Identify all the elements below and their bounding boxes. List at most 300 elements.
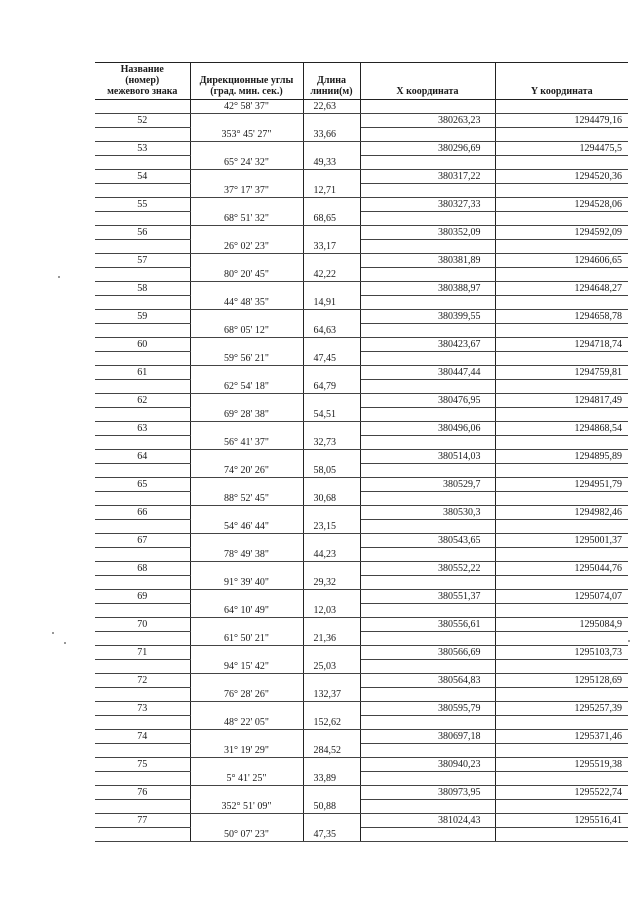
header-line: Название	[120, 64, 164, 75]
cell-point-name	[95, 100, 190, 114]
cell-point-name: 58	[95, 282, 190, 296]
cell-length: 23,15	[303, 520, 360, 534]
cell-x-coordinate	[360, 240, 495, 254]
cell-bearing	[190, 366, 303, 380]
cell-x-coordinate	[360, 492, 495, 506]
cell-length	[303, 702, 360, 716]
cell-point-name: 64	[95, 450, 190, 464]
segment-row	[95, 324, 628, 338]
cell-point-name: 67	[95, 534, 190, 548]
segment-row	[95, 184, 628, 198]
header-line: линии(м)	[310, 86, 353, 97]
segment-row	[95, 716, 628, 730]
segment-row	[95, 520, 628, 534]
cell-y-coordinate	[495, 688, 628, 702]
cell-x-coordinate	[360, 520, 495, 534]
cell-bearing: 88° 52' 45"	[190, 492, 303, 506]
header-bearing	[190, 63, 303, 100]
cell-length: 33,66	[303, 128, 360, 142]
cell-bearing	[190, 310, 303, 324]
cell-point-name: 62	[95, 394, 190, 408]
cell-x-coordinate	[360, 548, 495, 562]
cell-y-coordinate: 1295084,9	[495, 618, 628, 632]
cell-bearing	[190, 142, 303, 156]
cell-y-coordinate: 1294718,74	[495, 338, 628, 352]
cell-bearing: 26° 02' 23"	[190, 240, 303, 254]
cell-length: 47,45	[303, 352, 360, 366]
cell-length	[303, 282, 360, 296]
segment-row	[95, 212, 628, 226]
point-row	[95, 198, 628, 212]
cell-bearing	[190, 590, 303, 604]
cell-bearing	[190, 282, 303, 296]
segment-row	[95, 100, 628, 114]
cell-point-name	[95, 296, 190, 310]
cell-y-coordinate	[495, 436, 628, 450]
cell-point-name: 63	[95, 422, 190, 436]
segment-row	[95, 296, 628, 310]
cell-bearing: 59° 56' 21"	[190, 352, 303, 366]
cell-bearing: 76° 28' 26"	[190, 688, 303, 702]
cell-bearing: 352° 51' 09"	[190, 800, 303, 814]
cell-y-coordinate	[495, 800, 628, 814]
boundary-coordinates-table	[95, 62, 628, 842]
cell-x-coordinate	[360, 828, 495, 842]
cell-point-name	[95, 408, 190, 422]
cell-point-name: 71	[95, 646, 190, 660]
cell-length	[303, 478, 360, 492]
cell-y-coordinate: 1295001,37	[495, 534, 628, 548]
point-row	[95, 338, 628, 352]
point-row	[95, 478, 628, 492]
segment-row	[95, 380, 628, 394]
cell-bearing: 37° 17' 37"	[190, 184, 303, 198]
cell-bearing: 42° 58' 37"	[190, 100, 303, 114]
cell-x-coordinate	[360, 632, 495, 646]
cell-x-coordinate	[360, 268, 495, 282]
cell-x-coordinate	[360, 800, 495, 814]
cell-bearing	[190, 394, 303, 408]
point-row	[95, 114, 628, 128]
cell-y-coordinate: 1294951,79	[495, 478, 628, 492]
cell-bearing	[190, 674, 303, 688]
cell-x-coordinate	[360, 576, 495, 590]
header-y-coordinate: Y координата	[495, 63, 628, 100]
scan-speck	[52, 632, 54, 634]
cell-length: 64,79	[303, 380, 360, 394]
cell-y-coordinate: 1294479,16	[495, 114, 628, 128]
cell-point-name: 61	[95, 366, 190, 380]
point-row	[95, 422, 628, 436]
cell-y-coordinate: 1294658,78	[495, 310, 628, 324]
cell-x-coordinate: 380556,61	[360, 618, 495, 632]
cell-length: 44,23	[303, 548, 360, 562]
cell-point-name: 68	[95, 562, 190, 576]
cell-y-coordinate	[495, 408, 628, 422]
cell-point-name	[95, 128, 190, 142]
header-line: межевого знака	[107, 86, 178, 97]
cell-point-name	[95, 576, 190, 590]
cell-point-name: 59	[95, 310, 190, 324]
cell-length: 12,03	[303, 604, 360, 618]
scan-speck	[64, 642, 66, 644]
cell-length: 42,22	[303, 268, 360, 282]
cell-x-coordinate: 380399,55	[360, 310, 495, 324]
cell-y-coordinate: 1295257,39	[495, 702, 628, 716]
segment-row	[95, 604, 628, 618]
cell-bearing	[190, 618, 303, 632]
cell-x-coordinate	[360, 296, 495, 310]
cell-length	[303, 646, 360, 660]
cell-x-coordinate	[360, 436, 495, 450]
cell-y-coordinate: 1295371,46	[495, 730, 628, 744]
cell-y-coordinate: 1295044,76	[495, 562, 628, 576]
cell-length	[303, 534, 360, 548]
cell-length: 152,62	[303, 716, 360, 730]
cell-x-coordinate: 380595,79	[360, 702, 495, 716]
cell-y-coordinate: 1294606,65	[495, 254, 628, 268]
cell-point-name	[95, 828, 190, 842]
cell-y-coordinate: 1294520,36	[495, 170, 628, 184]
point-row	[95, 646, 628, 660]
cell-point-name: 66	[95, 506, 190, 520]
cell-length	[303, 394, 360, 408]
cell-bearing	[190, 730, 303, 744]
point-row	[95, 786, 628, 800]
point-row	[95, 562, 628, 576]
cell-point-name	[95, 212, 190, 226]
cell-bearing: 80° 20' 45"	[190, 268, 303, 282]
cell-x-coordinate: 381024,43	[360, 814, 495, 828]
cell-x-coordinate	[360, 212, 495, 226]
segment-row	[95, 268, 628, 282]
cell-length: 68,65	[303, 212, 360, 226]
cell-x-coordinate	[360, 688, 495, 702]
cell-length	[303, 142, 360, 156]
cell-y-coordinate	[495, 100, 628, 114]
cell-length	[303, 590, 360, 604]
segment-row	[95, 156, 628, 170]
table-header-row	[95, 63, 628, 100]
cell-bearing: 68° 51' 32"	[190, 212, 303, 226]
cell-length: 25,03	[303, 660, 360, 674]
cell-length	[303, 562, 360, 576]
cell-bearing	[190, 758, 303, 772]
point-row	[95, 170, 628, 184]
cell-x-coordinate	[360, 464, 495, 478]
segment-row	[95, 464, 628, 478]
point-row	[95, 590, 628, 604]
cell-bearing: 353° 45' 27"	[190, 128, 303, 142]
cell-bearing: 56° 41' 37"	[190, 436, 303, 450]
cell-length: 14,91	[303, 296, 360, 310]
cell-y-coordinate: 1295103,73	[495, 646, 628, 660]
cell-point-name	[95, 492, 190, 506]
cell-length	[303, 338, 360, 352]
cell-length: 132,37	[303, 688, 360, 702]
cell-length: 33,17	[303, 240, 360, 254]
cell-point-name: 52	[95, 114, 190, 128]
cell-bearing	[190, 814, 303, 828]
header-line: Длина	[316, 75, 346, 86]
cell-length	[303, 114, 360, 128]
cell-y-coordinate	[495, 156, 628, 170]
cell-point-name	[95, 240, 190, 254]
point-row	[95, 534, 628, 548]
cell-point-name: 73	[95, 702, 190, 716]
cell-point-name	[95, 604, 190, 618]
header-line: Дирекционные углы	[199, 75, 294, 86]
table-body	[95, 100, 628, 842]
cell-y-coordinate	[495, 212, 628, 226]
point-row	[95, 618, 628, 632]
cell-point-name: 54	[95, 170, 190, 184]
point-row	[95, 674, 628, 688]
cell-x-coordinate: 380543,65	[360, 534, 495, 548]
segment-row	[95, 688, 628, 702]
cell-bearing: 74° 20' 26"	[190, 464, 303, 478]
cell-y-coordinate: 1294528,06	[495, 198, 628, 212]
cell-length: 21,36	[303, 632, 360, 646]
cell-x-coordinate: 380381,89	[360, 254, 495, 268]
point-row	[95, 254, 628, 268]
cell-y-coordinate: 1294759,81	[495, 366, 628, 380]
cell-bearing	[190, 786, 303, 800]
cell-point-name: 69	[95, 590, 190, 604]
cell-y-coordinate	[495, 716, 628, 730]
cell-bearing: 48° 22' 05"	[190, 716, 303, 730]
cell-bearing	[190, 338, 303, 352]
cell-length	[303, 618, 360, 632]
cell-length: 64,63	[303, 324, 360, 338]
segment-row	[95, 632, 628, 646]
point-row	[95, 730, 628, 744]
cell-y-coordinate: 1295128,69	[495, 674, 628, 688]
cell-x-coordinate	[360, 380, 495, 394]
point-row	[95, 142, 628, 156]
cell-bearing	[190, 170, 303, 184]
cell-bearing: 5° 41' 25"	[190, 772, 303, 786]
cell-y-coordinate	[495, 240, 628, 254]
cell-y-coordinate: 1295522,74	[495, 786, 628, 800]
cell-y-coordinate	[495, 772, 628, 786]
cell-length	[303, 198, 360, 212]
cell-y-coordinate	[495, 632, 628, 646]
cell-point-name	[95, 156, 190, 170]
cell-bearing	[190, 478, 303, 492]
cell-point-name: 55	[95, 198, 190, 212]
cell-x-coordinate: 380296,69	[360, 142, 495, 156]
segment-row	[95, 660, 628, 674]
cell-y-coordinate	[495, 604, 628, 618]
cell-length: 32,73	[303, 436, 360, 450]
cell-bearing	[190, 506, 303, 520]
cell-bearing: 62° 54' 18"	[190, 380, 303, 394]
cell-point-name: 70	[95, 618, 190, 632]
cell-bearing	[190, 254, 303, 268]
cell-y-coordinate	[495, 352, 628, 366]
cell-length: 12,71	[303, 184, 360, 198]
segment-row	[95, 408, 628, 422]
segment-row	[95, 800, 628, 814]
cell-x-coordinate	[360, 408, 495, 422]
cell-x-coordinate: 380566,69	[360, 646, 495, 660]
cell-length: 58,05	[303, 464, 360, 478]
cell-point-name: 60	[95, 338, 190, 352]
cell-bearing: 91° 39' 40"	[190, 576, 303, 590]
point-row	[95, 702, 628, 716]
cell-x-coordinate: 380423,67	[360, 338, 495, 352]
cell-x-coordinate: 380476,95	[360, 394, 495, 408]
cell-length	[303, 310, 360, 324]
segment-row	[95, 828, 628, 842]
cell-length	[303, 506, 360, 520]
cell-bearing	[190, 114, 303, 128]
cell-y-coordinate	[495, 184, 628, 198]
cell-length	[303, 730, 360, 744]
cell-length: 30,68	[303, 492, 360, 506]
cell-y-coordinate	[495, 128, 628, 142]
cell-length	[303, 170, 360, 184]
cell-point-name: 72	[95, 674, 190, 688]
cell-y-coordinate	[495, 492, 628, 506]
cell-bearing	[190, 226, 303, 240]
cell-point-name	[95, 660, 190, 674]
cell-point-name	[95, 744, 190, 758]
segment-row	[95, 240, 628, 254]
cell-point-name: 74	[95, 730, 190, 744]
segment-row	[95, 128, 628, 142]
cell-point-name	[95, 548, 190, 562]
cell-point-name	[95, 352, 190, 366]
cell-point-name	[95, 436, 190, 450]
cell-x-coordinate: 380388,97	[360, 282, 495, 296]
scan-speck	[628, 640, 630, 642]
cell-bearing: 65° 24' 32"	[190, 156, 303, 170]
cell-y-coordinate	[495, 548, 628, 562]
cell-x-coordinate: 380530,3	[360, 506, 495, 520]
cell-x-coordinate	[360, 744, 495, 758]
point-row	[95, 310, 628, 324]
cell-length	[303, 254, 360, 268]
cell-x-coordinate	[360, 324, 495, 338]
cell-point-name	[95, 800, 190, 814]
cell-x-coordinate	[360, 604, 495, 618]
cell-x-coordinate: 380940,23	[360, 758, 495, 772]
point-row	[95, 450, 628, 464]
cell-x-coordinate: 380973,95	[360, 786, 495, 800]
cell-y-coordinate: 1295074,07	[495, 590, 628, 604]
cell-x-coordinate: 380551,37	[360, 590, 495, 604]
cell-bearing: 64° 10' 49"	[190, 604, 303, 618]
cell-x-coordinate: 380447,44	[360, 366, 495, 380]
cell-length: 29,32	[303, 576, 360, 590]
cell-y-coordinate: 1294648,27	[495, 282, 628, 296]
cell-length	[303, 422, 360, 436]
cell-x-coordinate: 380496,06	[360, 422, 495, 436]
cell-y-coordinate	[495, 464, 628, 478]
cell-point-name: 65	[95, 478, 190, 492]
point-row	[95, 394, 628, 408]
segment-row	[95, 548, 628, 562]
header-point-name	[95, 63, 190, 100]
cell-x-coordinate	[360, 156, 495, 170]
cell-x-coordinate	[360, 352, 495, 366]
point-row	[95, 226, 628, 240]
cell-bearing: 50° 07' 23"	[190, 828, 303, 842]
cell-x-coordinate: 380564,83	[360, 674, 495, 688]
cell-point-name	[95, 268, 190, 282]
cell-length	[303, 366, 360, 380]
cell-length: 33,89	[303, 772, 360, 786]
cell-bearing	[190, 646, 303, 660]
cell-length: 49,33	[303, 156, 360, 170]
cell-length	[303, 226, 360, 240]
cell-x-coordinate: 380352,09	[360, 226, 495, 240]
cell-length	[303, 814, 360, 828]
cell-length	[303, 674, 360, 688]
cell-point-name	[95, 380, 190, 394]
scan-speck	[58, 276, 60, 278]
cell-bearing: 31° 19' 29"	[190, 744, 303, 758]
point-row	[95, 366, 628, 380]
cell-length	[303, 786, 360, 800]
cell-y-coordinate: 1294982,46	[495, 506, 628, 520]
cell-bearing: 94° 15' 42"	[190, 660, 303, 674]
cell-point-name	[95, 184, 190, 198]
cell-length: 50,88	[303, 800, 360, 814]
cell-x-coordinate	[360, 100, 495, 114]
header-x-coordinate: X координата	[360, 63, 495, 100]
segment-row	[95, 352, 628, 366]
cell-point-name: 76	[95, 786, 190, 800]
cell-y-coordinate	[495, 520, 628, 534]
cell-point-name	[95, 716, 190, 730]
cell-x-coordinate: 380529,7	[360, 478, 495, 492]
cell-y-coordinate	[495, 576, 628, 590]
cell-point-name	[95, 324, 190, 338]
cell-point-name	[95, 772, 190, 786]
cell-y-coordinate: 1294817,49	[495, 394, 628, 408]
cell-bearing	[190, 702, 303, 716]
point-row	[95, 758, 628, 772]
cell-y-coordinate: 1294592,09	[495, 226, 628, 240]
header-line: (номер)	[125, 75, 160, 86]
cell-bearing	[190, 562, 303, 576]
point-row	[95, 814, 628, 828]
cell-y-coordinate	[495, 744, 628, 758]
segment-row	[95, 772, 628, 786]
cell-bearing	[190, 450, 303, 464]
cell-bearing: 68° 05' 12"	[190, 324, 303, 338]
cell-point-name: 56	[95, 226, 190, 240]
cell-y-coordinate	[495, 380, 628, 394]
cell-point-name	[95, 688, 190, 702]
cell-x-coordinate: 380697,18	[360, 730, 495, 744]
header-line-length	[303, 63, 360, 100]
segment-row	[95, 576, 628, 590]
cell-x-coordinate: 380327,33	[360, 198, 495, 212]
cell-point-name: 57	[95, 254, 190, 268]
point-row	[95, 282, 628, 296]
point-row	[95, 506, 628, 520]
header-line: (град. мин. сек.)	[210, 86, 283, 97]
cell-y-coordinate	[495, 296, 628, 310]
cell-x-coordinate	[360, 772, 495, 786]
cell-y-coordinate	[495, 828, 628, 842]
segment-row	[95, 436, 628, 450]
cell-bearing: 61° 50' 21"	[190, 632, 303, 646]
